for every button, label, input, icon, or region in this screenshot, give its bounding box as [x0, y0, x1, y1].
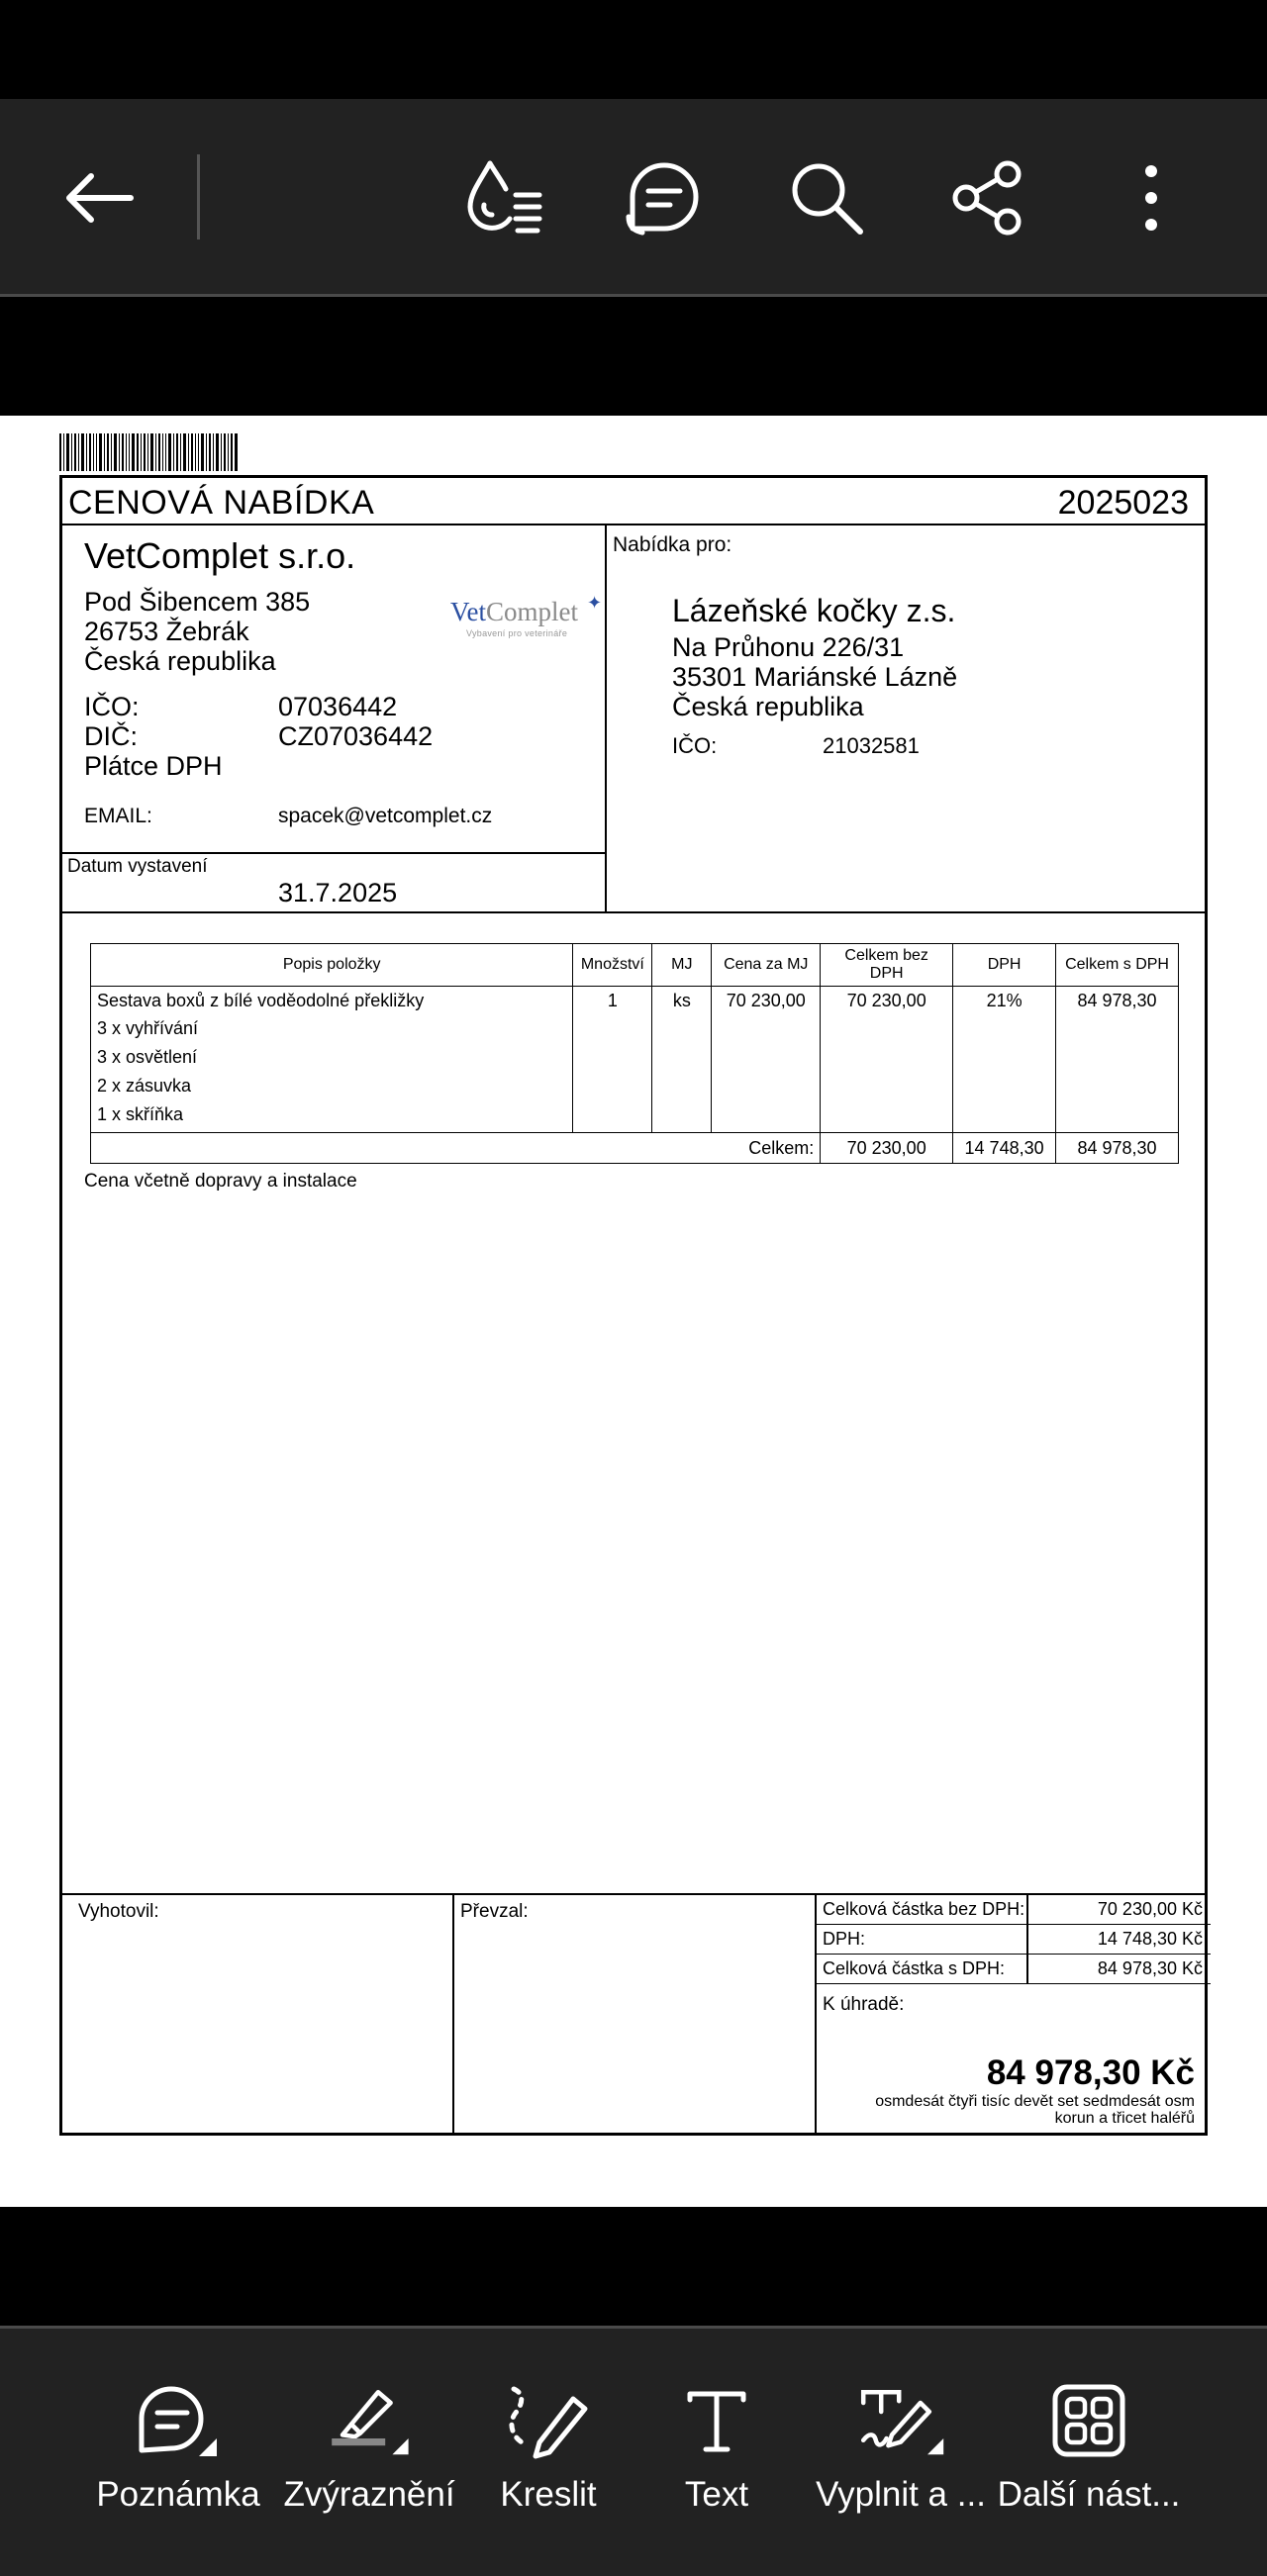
more-vertical-icon[interactable]	[1102, 148, 1201, 247]
col-unit: MJ	[652, 944, 712, 987]
received-by-box	[454, 1895, 817, 2133]
tool-note[interactable]	[79, 2358, 277, 2556]
summary-section	[62, 1893, 1205, 2133]
supplier-vat-payer: Plátce DPH	[84, 751, 223, 781]
document-number: 2025023	[1057, 484, 1189, 522]
document-title: CENOVÁ NABÍDKA	[68, 484, 375, 522]
toolbar-separator	[197, 154, 200, 239]
col-quantity: Množství	[573, 944, 652, 987]
customer-ico-label: IČO:	[672, 733, 718, 758]
top-app-bar	[0, 99, 1267, 297]
bottom-toolbar	[0, 2326, 1267, 2576]
col-vat: DPH	[953, 944, 1056, 987]
customer-ico: 21032581	[823, 733, 920, 758]
items-table	[90, 943, 1179, 1164]
quote-document	[59, 475, 1208, 2136]
note-icon	[134, 2376, 223, 2465]
item-description: Sestava boxů z bílé voděodolné překližky	[91, 987, 573, 1015]
supplier-ico-label: IČO:	[84, 692, 140, 721]
share-icon[interactable]	[938, 148, 1037, 247]
pdf-page[interactable]	[0, 416, 1267, 2207]
vetcomplet-logo: VetComplet ✦ Vybavení pro veterináře	[450, 593, 603, 638]
table-row	[91, 1044, 1179, 1073]
tool-text-label: Text	[684, 2475, 749, 2514]
divider	[62, 911, 1205, 913]
fill-sign-icon	[856, 2376, 945, 2465]
col-unit-price: Cena za MJ	[712, 944, 821, 987]
issue-date-box	[62, 852, 607, 911]
summary-net-row: Celková částka bez DPH: 70 230,00 Kč	[817, 1895, 1211, 1925]
item-description: 2 x zásuvka	[91, 1073, 573, 1101]
item-quantity: 1	[573, 987, 652, 1015]
col-description: Popis položky	[91, 944, 573, 987]
supplier-country: Česká republika	[84, 646, 276, 676]
item-unit-price: 70 230,00	[712, 987, 821, 1015]
issue-date: 31.7.2025	[278, 878, 398, 907]
supplier-block	[62, 525, 607, 852]
totals-box	[817, 1895, 1211, 2133]
tool-fill-sign-label: Vyplnit a ...	[816, 2475, 986, 2514]
customer-country: Česká republika	[672, 692, 864, 721]
total-gross: 84 978,30	[1056, 1133, 1179, 1164]
tool-more-label: Další nást...	[997, 2475, 1181, 2514]
supplier-email: spacek@vetcomplet.cz	[278, 805, 493, 827]
issue-date-label: Datum vystavení	[67, 856, 208, 877]
supplier-dic-label: DIČ:	[84, 721, 138, 751]
item-vat: 21%	[953, 987, 1056, 1015]
item-net: 70 230,00	[821, 987, 953, 1015]
more-tools-icon	[1044, 2376, 1133, 2465]
total-net: 70 230,00	[821, 1133, 953, 1164]
total-vat: 14 748,30	[953, 1133, 1056, 1164]
price-note: Cena včetně dopravy a instalace	[84, 1171, 357, 1192]
text-icon	[672, 2376, 761, 2465]
amount-due: 84 978,30 Kč	[986, 2053, 1195, 2092]
highlight-icon	[325, 2376, 414, 2465]
item-description: 1 x skříňka	[91, 1101, 573, 1133]
table-row	[91, 1015, 1179, 1044]
supplier-email-label: EMAIL:	[84, 805, 152, 827]
item-description: 3 x osvětlení	[91, 1044, 573, 1073]
customer-city: 35301 Mariánské Lázně	[672, 662, 958, 692]
search-icon[interactable]	[777, 148, 876, 247]
item-description: 3 x vyhřívání	[91, 1015, 573, 1044]
summary-gross-row: Celková částka s DPH: 84 978,30 Kč	[817, 1955, 1211, 1984]
prepared-by-box	[62, 1895, 454, 2133]
tool-highlight-label: Zvýraznění	[283, 2475, 455, 2514]
customer-name: Lázeňské kočky z.s.	[672, 593, 956, 628]
table-total-row	[91, 1133, 1179, 1164]
amount-in-words: osmdesát čtyři tisíc devět set sedmdesát osm korun a třicet haléřů	[875, 2093, 1195, 2127]
customer-block	[607, 525, 1211, 911]
tool-draw-label: Kreslit	[500, 2475, 597, 2514]
col-net-total: Celkem bez DPH	[821, 944, 953, 987]
tool-highlight[interactable]	[270, 2358, 468, 2556]
supplier-ico: 07036442	[278, 692, 398, 721]
document-header	[62, 478, 1205, 525]
summary-vat-row: DPH: 14 748,30 Kč	[817, 1925, 1211, 1955]
supplier-name: VetComplet s.r.o.	[84, 535, 356, 576]
item-gross: 84 978,30	[1056, 987, 1179, 1015]
total-label: Celkem:	[91, 1133, 821, 1164]
back-arrow-icon[interactable]	[49, 148, 148, 247]
table-row	[91, 1101, 1179, 1133]
reading-mode-icon[interactable]	[455, 148, 554, 247]
supplier-city: 26753 Žebrák	[84, 617, 249, 646]
tool-text[interactable]	[618, 2358, 816, 2556]
supplier-dic: CZ07036442	[278, 721, 434, 751]
draw-icon	[504, 2376, 593, 2465]
table-row	[91, 1073, 1179, 1101]
table-header-row	[91, 944, 1179, 987]
customer-label: Nabídka pro:	[613, 533, 732, 556]
tool-fill-sign[interactable]	[802, 2358, 1000, 2556]
supplier-street: Pod Šibencem 385	[84, 587, 311, 617]
tool-note-label: Poznámka	[96, 2475, 260, 2514]
tool-more[interactable]	[990, 2358, 1188, 2556]
received-by-label: Převzal:	[460, 1901, 529, 1922]
amount-due-label: K úhradě:	[823, 1994, 905, 2015]
comment-icon[interactable]	[614, 148, 713, 247]
barcode	[59, 433, 238, 471]
prepared-by-label: Vyhotovil:	[78, 1901, 159, 1922]
customer-street: Na Průhonu 226/31	[672, 632, 905, 662]
item-unit: ks	[652, 987, 712, 1015]
table-row	[91, 987, 1179, 1015]
col-gross-total: Celkem s DPH	[1056, 944, 1179, 987]
